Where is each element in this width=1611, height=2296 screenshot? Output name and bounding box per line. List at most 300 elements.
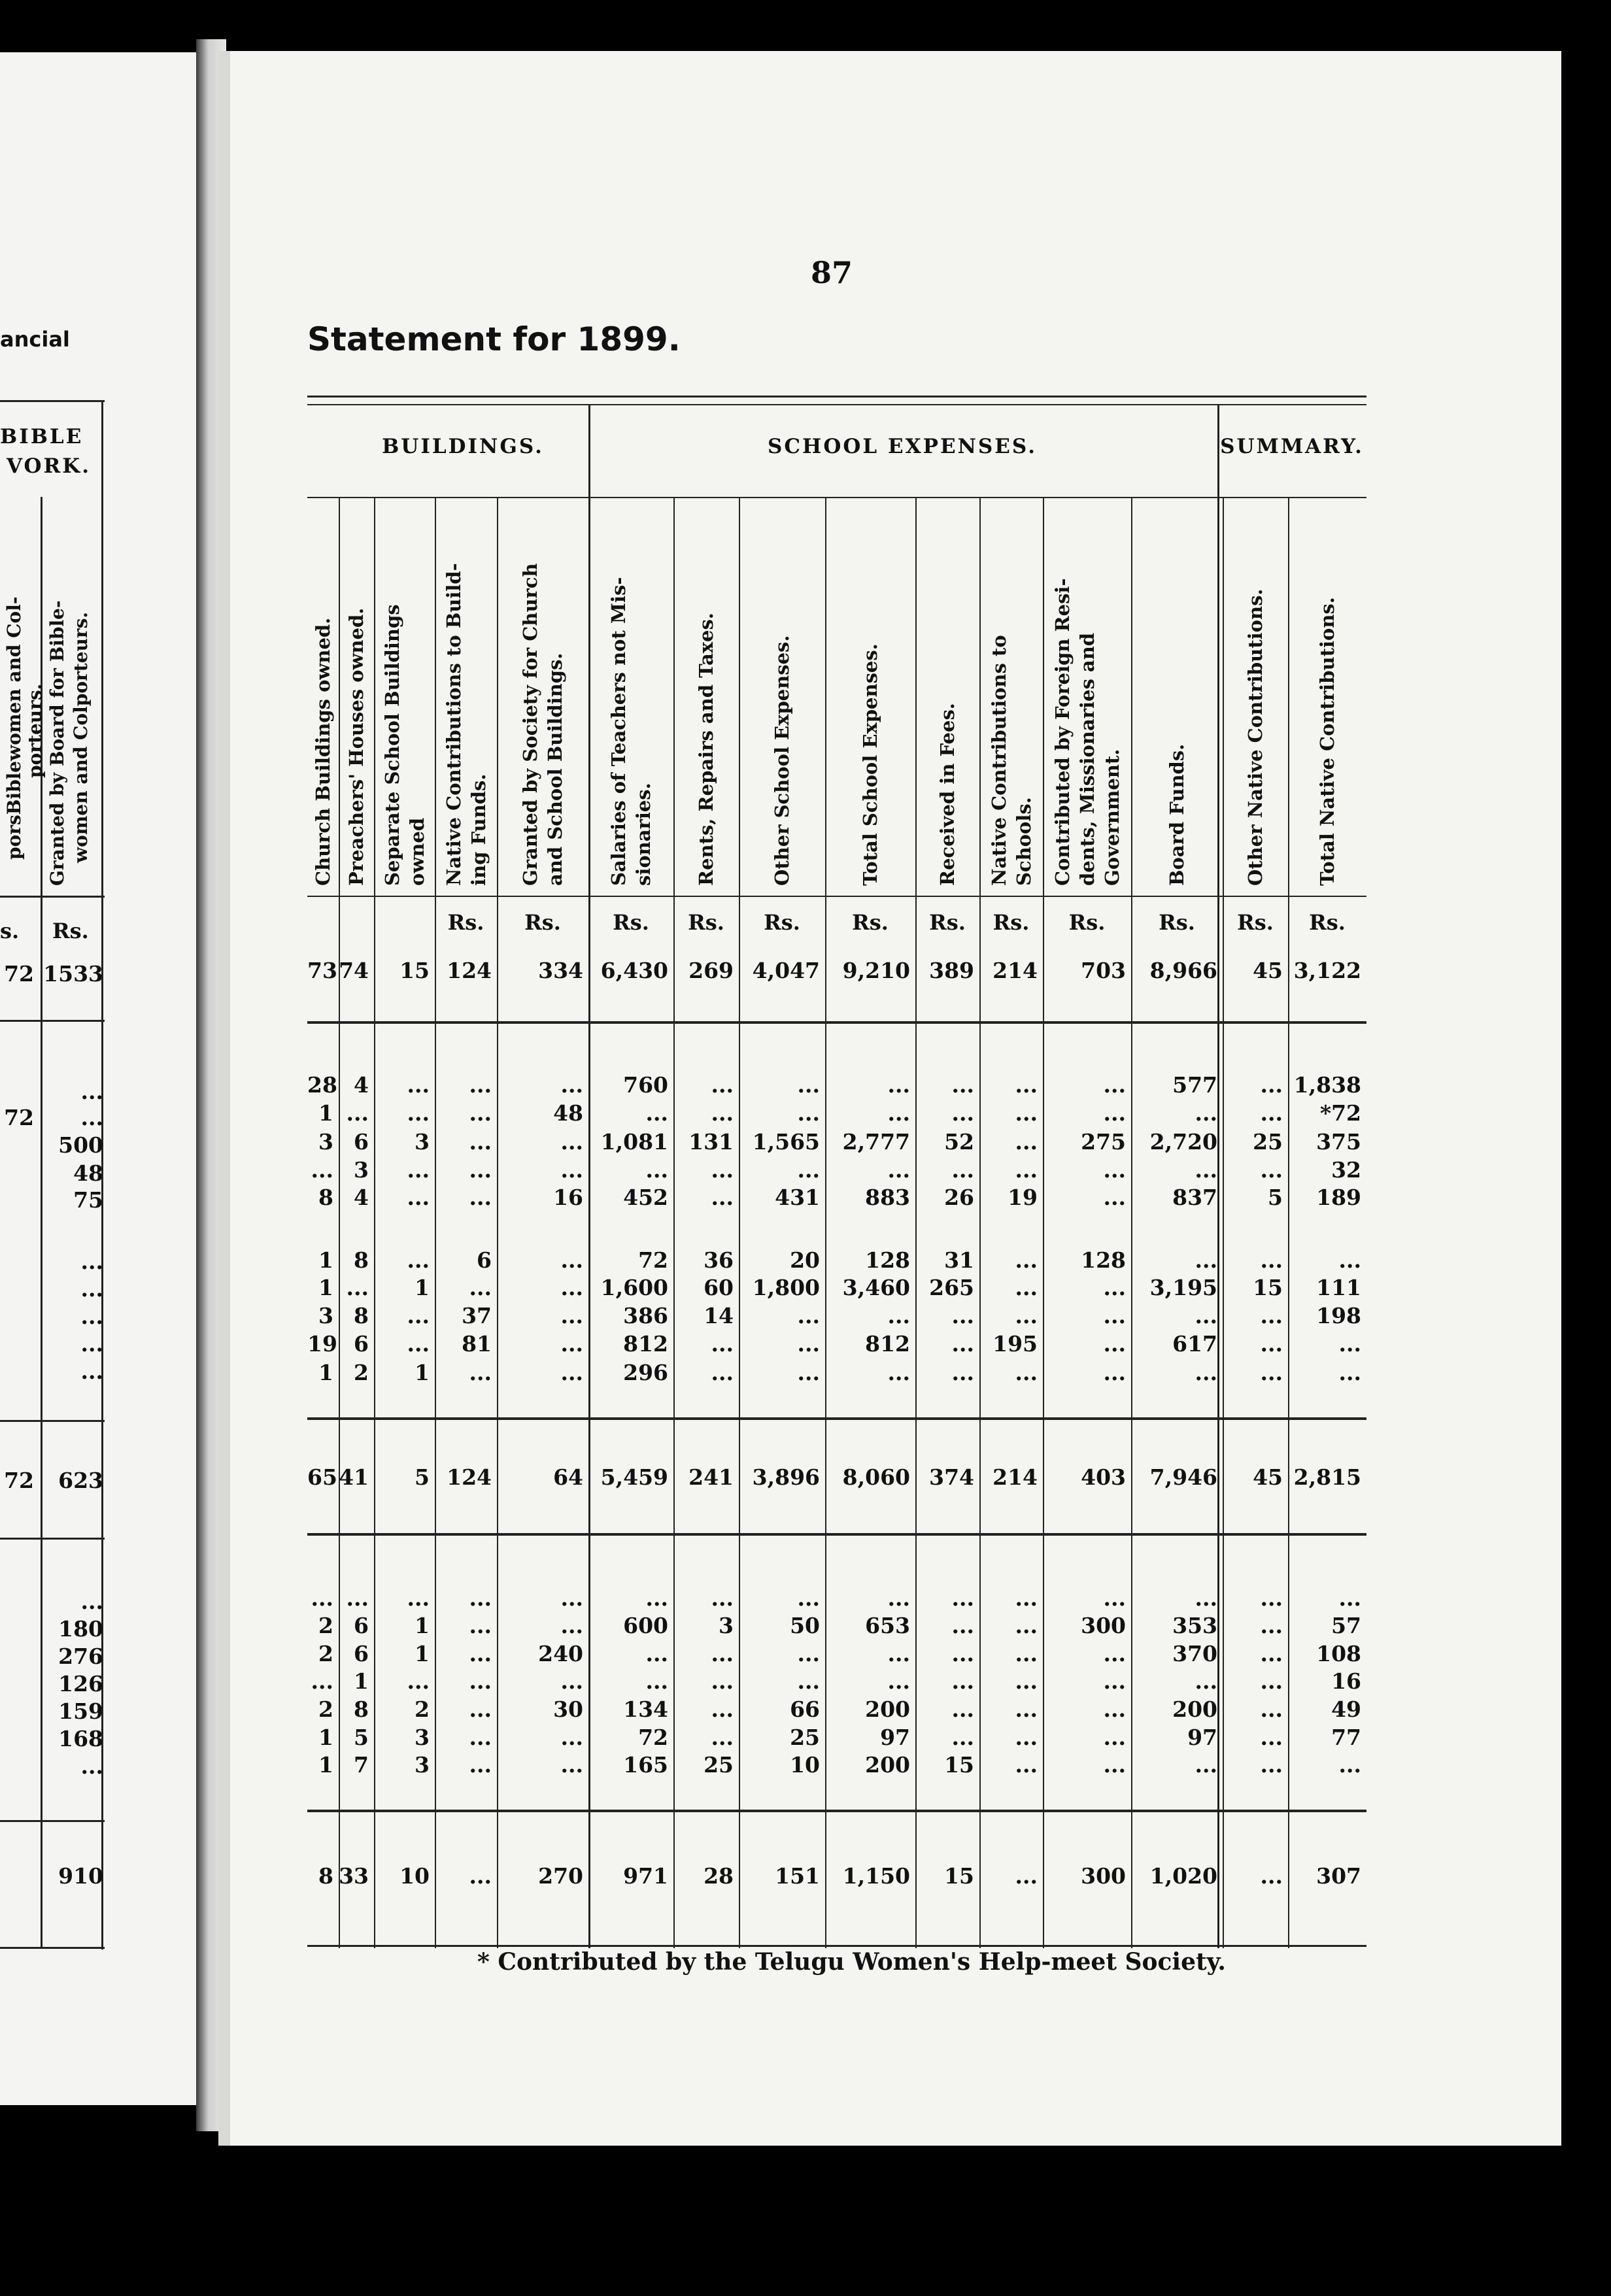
table-cell: ...	[407, 1247, 430, 1273]
table-cell: 600	[623, 1613, 668, 1638]
left-unit-b: Rs.	[52, 919, 89, 943]
table-cell: ...	[469, 1668, 492, 1694]
left-header-rule	[0, 896, 105, 898]
column-header: Granted by Society for Church	[519, 563, 541, 886]
group-summary: SUMMARY.	[1220, 435, 1364, 458]
left-value: 910	[58, 1863, 103, 1889]
table-cell: ...	[711, 1641, 734, 1666]
table-cell: 19	[307, 1331, 337, 1357]
left-value: 159	[58, 1698, 103, 1724]
table-cell: ...	[469, 1072, 492, 1098]
table-cell: ...	[1103, 1725, 1126, 1750]
table-cell: ...	[469, 1752, 492, 1778]
table-cell: ...	[645, 1668, 668, 1694]
table-cell: 19	[1008, 1185, 1038, 1210]
left-value: ...	[80, 1249, 103, 1274]
table-cell: *72	[1319, 1100, 1361, 1126]
table-cell: 812	[623, 1331, 668, 1357]
table-cell: 971	[623, 1863, 668, 1889]
table-cell: 3,195	[1149, 1275, 1217, 1300]
table-cell: 8,060	[842, 1464, 910, 1490]
column-header: Other Native Contributions.	[1244, 588, 1266, 886]
table-cell: ...	[1015, 1697, 1038, 1722]
table-cell: ...	[469, 1157, 492, 1183]
table-cell: 307	[1316, 1863, 1361, 1889]
left-value: 623	[58, 1468, 103, 1493]
table-cell: 265	[929, 1275, 974, 1300]
table-cell: ...	[797, 1641, 820, 1666]
table-cell: 32	[1331, 1157, 1361, 1183]
column-header: Total Native Contributions.	[1316, 597, 1338, 886]
table-cell: ...	[469, 1129, 492, 1155]
table-cell: 45	[1253, 1464, 1283, 1490]
left-rule	[0, 1538, 105, 1540]
table-cell: ...	[1015, 1072, 1038, 1098]
table-cell: ...	[645, 1585, 668, 1611]
table-cell: ...	[951, 1641, 974, 1666]
table-cell: 334	[538, 958, 583, 983]
table-cell: ...	[887, 1100, 910, 1126]
table-cell: 300	[1081, 1613, 1126, 1638]
table-cell: 20	[790, 1247, 820, 1273]
table-cell: 653	[865, 1613, 910, 1638]
table-cell: ...	[797, 1303, 820, 1328]
table-cell: ...	[1015, 1863, 1038, 1889]
table-cell: ...	[645, 1157, 668, 1183]
table-cell: ...	[407, 1331, 430, 1357]
table-cell: ...	[797, 1072, 820, 1098]
column-header: Board Funds.	[1166, 743, 1188, 886]
table-cell: 15	[399, 958, 430, 983]
table-cell: ...	[1260, 1613, 1283, 1638]
table-cell: 1	[415, 1360, 430, 1385]
table-cell: ...	[1260, 1157, 1283, 1183]
left-heading-fragment: ancial	[0, 327, 70, 352]
table-cell: ...	[560, 1157, 583, 1183]
table-cell: 1	[415, 1613, 430, 1638]
table-cell: 452	[623, 1185, 668, 1210]
table-cell: ...	[1015, 1668, 1038, 1694]
left-value: ...	[80, 1105, 103, 1130]
column-unit: Rs.	[613, 910, 649, 935]
table-cell: ...	[469, 1100, 492, 1126]
table-cell: 270	[538, 1863, 583, 1889]
table-cell: ...	[560, 1331, 583, 1357]
table-cell: 195	[992, 1331, 1038, 1357]
table-cell: ...	[951, 1725, 974, 1750]
table-cell: 52	[944, 1129, 974, 1155]
table-cell: 1,020	[1149, 1863, 1217, 1889]
table-cell: ...	[469, 1863, 492, 1889]
left-value: ...	[80, 1304, 103, 1329]
table-cell: ...	[1103, 1585, 1126, 1611]
table-cell: ...	[469, 1641, 492, 1666]
table-cell: 1,800	[752, 1275, 820, 1300]
table-cell: 812	[865, 1331, 910, 1357]
table-cell: 14	[704, 1303, 734, 1328]
table-cell: 2	[318, 1697, 333, 1722]
left-value: ...	[80, 1359, 103, 1384]
table-cell: 111	[1316, 1275, 1361, 1300]
table-cell: 6,430	[600, 958, 668, 983]
table-cell: 48	[553, 1100, 583, 1126]
table-cell: ...	[1103, 1641, 1126, 1666]
table-cell: 3	[318, 1303, 333, 1328]
column-unit: Rs.	[764, 910, 800, 935]
table-cell: ...	[1260, 1585, 1283, 1611]
table-cell: ...	[407, 1157, 430, 1183]
table-cell: ...	[560, 1613, 583, 1638]
left-group-fragment-2: VORK.	[7, 454, 92, 478]
table-cell: 15	[944, 1863, 974, 1889]
table-cell: ...	[887, 1668, 910, 1694]
table-cell: 3	[719, 1613, 734, 1638]
table-cell: ...	[887, 1641, 910, 1666]
table-cell: 60	[704, 1275, 734, 1300]
left-value: 72	[4, 961, 34, 987]
table-cell: 6	[354, 1129, 369, 1155]
column-unit: Rs.	[524, 910, 561, 935]
table-cell: 2	[318, 1641, 333, 1666]
table-cell: ...	[951, 1668, 974, 1694]
table-cell: ...	[469, 1360, 492, 1385]
table-cell: ...	[1260, 1331, 1283, 1357]
column-unit: Rs.	[1068, 910, 1106, 935]
table-cell: ...	[1260, 1668, 1283, 1694]
table-cell: ...	[1015, 1275, 1038, 1300]
table-cell: ...	[1260, 1641, 1283, 1666]
table-cell: ...	[1195, 1157, 1217, 1183]
table-cell: ...	[1015, 1247, 1038, 1273]
table-cell: 73	[307, 958, 337, 983]
column-header: Total School Expenses.	[859, 643, 881, 886]
table-cell: 97	[880, 1725, 910, 1750]
table-cell: ...	[1260, 1303, 1283, 1328]
table-cell: ...	[1103, 1668, 1126, 1694]
table-cell: ...	[1195, 1247, 1217, 1273]
table-cell: ...	[1260, 1697, 1283, 1722]
page-title: Statement for 1899.	[307, 320, 681, 358]
table-cell: 165	[623, 1752, 668, 1778]
table-cell: ...	[951, 1360, 974, 1385]
table-cell: 3,122	[1293, 958, 1361, 983]
table-cell: ...	[560, 1585, 583, 1611]
table-cell: 25	[1253, 1129, 1283, 1155]
table-cell: ...	[469, 1585, 492, 1611]
table-cell: ...	[560, 1247, 583, 1273]
left-rule	[0, 1820, 105, 1822]
table-cell: 25	[790, 1725, 820, 1750]
table-cell: 1	[318, 1752, 333, 1778]
table-cell: ...	[711, 1360, 734, 1385]
table-cell: 6	[354, 1331, 369, 1357]
table-cell: ...	[469, 1275, 492, 1300]
table-cell: ...	[1103, 1360, 1126, 1385]
table-cell: 374	[929, 1464, 974, 1490]
table-cell: 189	[1316, 1185, 1361, 1210]
table-cell: 15	[1253, 1275, 1283, 1300]
table-cell: 97	[1187, 1725, 1217, 1750]
table-cell: ...	[1103, 1752, 1126, 1778]
table-cell: ...	[951, 1303, 974, 1328]
column-header: owned	[405, 817, 428, 886]
column-header: dents, Missionaries and	[1076, 632, 1098, 886]
table-cell: ...	[560, 1129, 583, 1155]
table-cell: ...	[1015, 1100, 1038, 1126]
table-cell: ...	[407, 1185, 430, 1210]
table-cell: 28	[704, 1863, 734, 1889]
table-cell: 370	[1172, 1641, 1217, 1666]
table-cell: ...	[887, 1585, 910, 1611]
table-cell: 8	[354, 1303, 369, 1328]
table-cell: 8	[318, 1185, 333, 1210]
column-header: Salaries of Teachers not Mis-	[607, 577, 630, 886]
column-unit: Rs.	[1237, 910, 1274, 935]
table-cell: 66	[790, 1697, 820, 1722]
table-cell: 72	[638, 1247, 668, 1273]
table-cell: ...	[1103, 1185, 1126, 1210]
column-header: Native Contributions to	[987, 635, 1010, 886]
table-cell: 403	[1081, 1464, 1126, 1490]
section-rule	[307, 1417, 1366, 1420]
table-cell: ...	[1338, 1247, 1361, 1273]
table-top-rule	[307, 396, 1366, 397]
table-cell: 703	[1081, 958, 1126, 983]
table-cell: ...	[1103, 1303, 1126, 1328]
table-cell: ...	[1015, 1157, 1038, 1183]
table-cell: 3	[318, 1129, 333, 1155]
table-cell: ...	[311, 1157, 333, 1183]
table-cell: 26	[944, 1185, 974, 1210]
left-value: ...	[80, 1276, 103, 1302]
left-value: ...	[80, 1589, 103, 1614]
table-cell: ...	[407, 1585, 430, 1611]
left-value: 1533	[43, 961, 103, 987]
left-rule	[0, 1420, 105, 1422]
table-cell: ...	[1015, 1725, 1038, 1750]
table-cell: 64	[553, 1464, 583, 1490]
table-cell: ...	[887, 1303, 910, 1328]
table-cell: 6	[354, 1641, 369, 1666]
table-cell: ...	[1260, 1725, 1283, 1750]
left-value: 168	[58, 1726, 103, 1751]
column-header: ing Funds.	[467, 773, 490, 886]
table-cell: ...	[1338, 1360, 1361, 1385]
table-cell: 1,838	[1293, 1072, 1361, 1098]
table-cell: 837	[1172, 1185, 1217, 1210]
table-cell: ...	[797, 1100, 820, 1126]
column-header: Church Buildings owned.	[312, 617, 334, 886]
table-cell: 2	[415, 1697, 430, 1722]
table-cell: ...	[407, 1072, 430, 1098]
table-cell: 3,460	[842, 1275, 910, 1300]
table-cell: ...	[560, 1303, 583, 1328]
section-rule	[307, 1810, 1366, 1812]
table-cell: ...	[1260, 1360, 1283, 1385]
table-cell: ...	[951, 1072, 974, 1098]
table-cell: 131	[688, 1129, 734, 1155]
table-cell: 1,600	[600, 1275, 668, 1300]
table-cell: ...	[951, 1613, 974, 1638]
column-header: Government.	[1100, 749, 1123, 886]
table-cell: 31	[944, 1247, 974, 1273]
table-cell: ...	[469, 1725, 492, 1750]
table-cell: 25	[704, 1752, 734, 1778]
table-cell: 81	[462, 1331, 492, 1357]
table-cell: ...	[711, 1725, 734, 1750]
table-cell: ...	[887, 1360, 910, 1385]
table-cell: 30	[553, 1697, 583, 1722]
table-cell: 57	[1331, 1613, 1361, 1638]
table-cell: 353	[1172, 1613, 1217, 1638]
table-cell: 617	[1172, 1331, 1217, 1357]
table-cell: 760	[623, 1072, 668, 1098]
table-cell: ...	[311, 1585, 333, 1611]
table-cell: 3	[415, 1752, 430, 1778]
table-cell: ...	[645, 1100, 668, 1126]
table-cell: ...	[711, 1697, 734, 1722]
table-cell: 5	[1268, 1185, 1283, 1210]
table-cell: 128	[865, 1247, 910, 1273]
table-cell: ...	[1260, 1863, 1283, 1889]
table-cell: 4	[354, 1185, 369, 1210]
table-cell: ...	[1338, 1331, 1361, 1357]
table-cell: 431	[775, 1185, 820, 1210]
group-school-expenses: SCHOOL EXPENSES.	[768, 435, 1037, 458]
table-cell: 1	[318, 1247, 333, 1273]
left-value: ...	[80, 1079, 103, 1104]
table-cell: 1	[354, 1668, 369, 1694]
table-cell: ...	[311, 1668, 333, 1694]
column-unit: Rs.	[688, 910, 724, 935]
left-unit-a: s.	[0, 919, 20, 943]
table-cell: ...	[711, 1072, 734, 1098]
table-cell: ...	[711, 1331, 734, 1357]
table-cell: 1	[415, 1275, 430, 1300]
table-cell: ...	[560, 1072, 583, 1098]
table-cell: 151	[775, 1863, 820, 1889]
table-cell: ...	[1103, 1697, 1126, 1722]
table-cell: 3	[415, 1129, 430, 1155]
table-cell: 1,150	[842, 1863, 910, 1889]
table-cell: 45	[1253, 958, 1283, 983]
table-cell: 108	[1316, 1641, 1361, 1666]
table-cell: 2,815	[1293, 1464, 1361, 1490]
table-cell: ...	[951, 1697, 974, 1722]
header-bottom-rule	[307, 896, 1366, 897]
left-value: 72	[4, 1468, 34, 1493]
column-header: Rents, Repairs and Taxes.	[695, 613, 717, 886]
table-cell: 33	[339, 1863, 369, 1889]
table-cell: ...	[1195, 1360, 1217, 1385]
table-cell: ...	[1015, 1303, 1038, 1328]
left-value: 75	[73, 1187, 103, 1213]
table-cell: ...	[1015, 1752, 1038, 1778]
table-cell: ...	[1195, 1752, 1217, 1778]
section-rule	[307, 1533, 1366, 1536]
table-cell: ...	[560, 1360, 583, 1385]
column-unit: Rs.	[929, 910, 966, 935]
table-cell: ...	[469, 1185, 492, 1210]
table-cell: 65	[307, 1464, 337, 1490]
left-value: ...	[80, 1331, 103, 1357]
table-cell: 241	[688, 1464, 734, 1490]
table-cell: ...	[645, 1641, 668, 1666]
left-column-fragment-1: porsBiblewomen and Col-	[3, 596, 25, 860]
group-buildings: BUILDINGS.	[382, 435, 544, 458]
section-rule	[307, 1021, 1366, 1024]
table-cell: 386	[623, 1303, 668, 1328]
footnote: * Contributed by the Telugu Women's Help-meet Society.	[477, 1948, 1226, 1976]
table-cell: 1	[415, 1641, 430, 1666]
left-value: 180	[58, 1616, 103, 1642]
table-cell: 2	[354, 1360, 369, 1385]
left-value: 48	[73, 1160, 103, 1186]
table-cell: 1	[318, 1275, 333, 1300]
table-cell: ...	[407, 1668, 430, 1694]
column-unit: Rs.	[992, 910, 1030, 935]
table-cell: 6	[477, 1247, 492, 1273]
table-cell: 28	[307, 1072, 337, 1098]
table-cell: 134	[623, 1697, 668, 1722]
table-cell: ...	[469, 1697, 492, 1722]
table-cell: ...	[1015, 1613, 1038, 1638]
table-cell: 269	[688, 958, 734, 983]
table-cell: ...	[711, 1157, 734, 1183]
table-cell: 5	[354, 1725, 369, 1750]
group-header-rule	[307, 497, 1366, 498]
table-cell: ...	[1195, 1303, 1217, 1328]
table-cell: ...	[1015, 1129, 1038, 1155]
table-cell: 16	[553, 1185, 583, 1210]
table-cell: ...	[469, 1613, 492, 1638]
table-cell: ...	[346, 1585, 369, 1611]
table-cell: 10	[790, 1752, 820, 1778]
table-cell: 1	[318, 1360, 333, 1385]
table-cell: ...	[951, 1585, 974, 1611]
table-cell: ...	[711, 1185, 734, 1210]
table-cell: 200	[865, 1697, 910, 1722]
table-cell: 2,720	[1149, 1129, 1217, 1155]
left-rule	[0, 400, 105, 402]
table-cell: 49	[1331, 1697, 1361, 1722]
table-top-rule	[307, 404, 1366, 405]
table-cell: 6	[354, 1613, 369, 1638]
left-rule	[0, 1947, 105, 1949]
table-cell: ...	[711, 1100, 734, 1126]
table-cell: 2,777	[842, 1129, 910, 1155]
table-cell: 198	[1316, 1303, 1361, 1328]
table-cell: 214	[992, 1464, 1038, 1490]
table-cell: 8	[318, 1863, 333, 1889]
table-cell: ...	[1015, 1585, 1038, 1611]
table-cell: 214	[992, 958, 1038, 983]
table-cell: ...	[1015, 1641, 1038, 1666]
column-header: Schools.	[1012, 797, 1035, 886]
column-header: Separate School Buildings	[381, 604, 403, 886]
column-header: sionaries.	[632, 783, 654, 886]
table-cell: 577	[1172, 1072, 1217, 1098]
table-cell: 10	[399, 1863, 430, 1889]
left-value: 72	[4, 1105, 34, 1130]
table-cell: ...	[1195, 1585, 1217, 1611]
table-cell: 1,081	[600, 1129, 668, 1155]
table-cell: ...	[1195, 1668, 1217, 1694]
left-column-granted: Granted by Board for Bible-	[46, 600, 68, 886]
table-cell: ...	[711, 1585, 734, 1611]
left-value: 500	[58, 1132, 103, 1158]
table-cell: ...	[951, 1157, 974, 1183]
